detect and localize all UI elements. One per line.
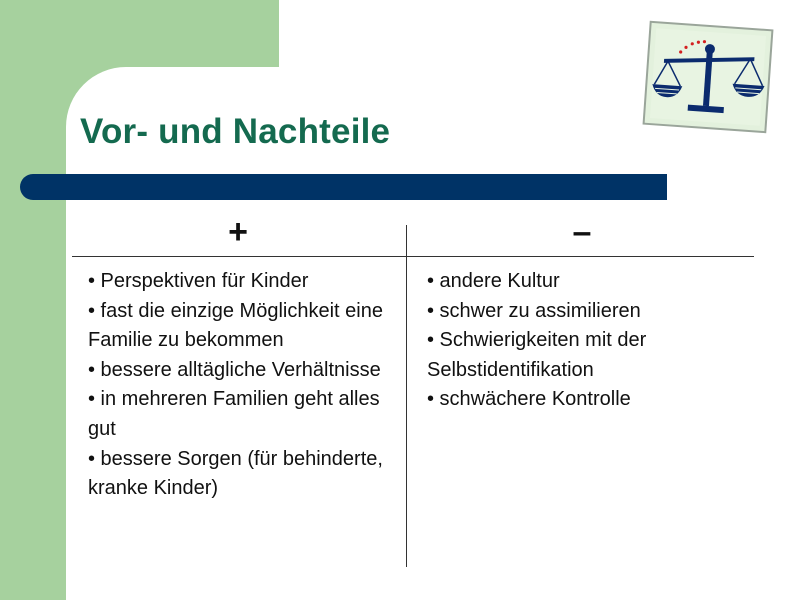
list-item: • bessere Sorgen (für behinderte, kranke Kinder) <box>88 447 383 500</box>
list-item: • bessere alltägliche Verhältnisse <box>88 358 381 381</box>
list-item: • Perspektiven für Kinder <box>88 270 309 292</box>
plus-column-header: + <box>228 213 248 251</box>
disadvantages-list <box>427 267 747 415</box>
list-item: • schwächere Kontrolle <box>427 388 631 411</box>
scales-of-justice-icon <box>641 20 774 135</box>
advantages-list <box>88 267 388 504</box>
list-item: • fast die einzige Möglichkeit eine Familie zu bekommen <box>88 299 383 352</box>
list-item: • schwer zu assimilieren <box>427 299 641 322</box>
header-divider <box>72 256 754 257</box>
column-divider <box>406 225 407 567</box>
title-underline-bar <box>20 174 667 200</box>
slide-title: Vor- und Nachteile <box>80 112 391 151</box>
list-item: • andere Kultur <box>427 270 560 292</box>
list-item: • in mehreren Familien geht alles gut <box>88 388 380 440</box>
minus-column-header: – <box>572 213 592 251</box>
list-item: • Schwierigkeiten mit der Selbstidentifikation <box>427 329 647 381</box>
